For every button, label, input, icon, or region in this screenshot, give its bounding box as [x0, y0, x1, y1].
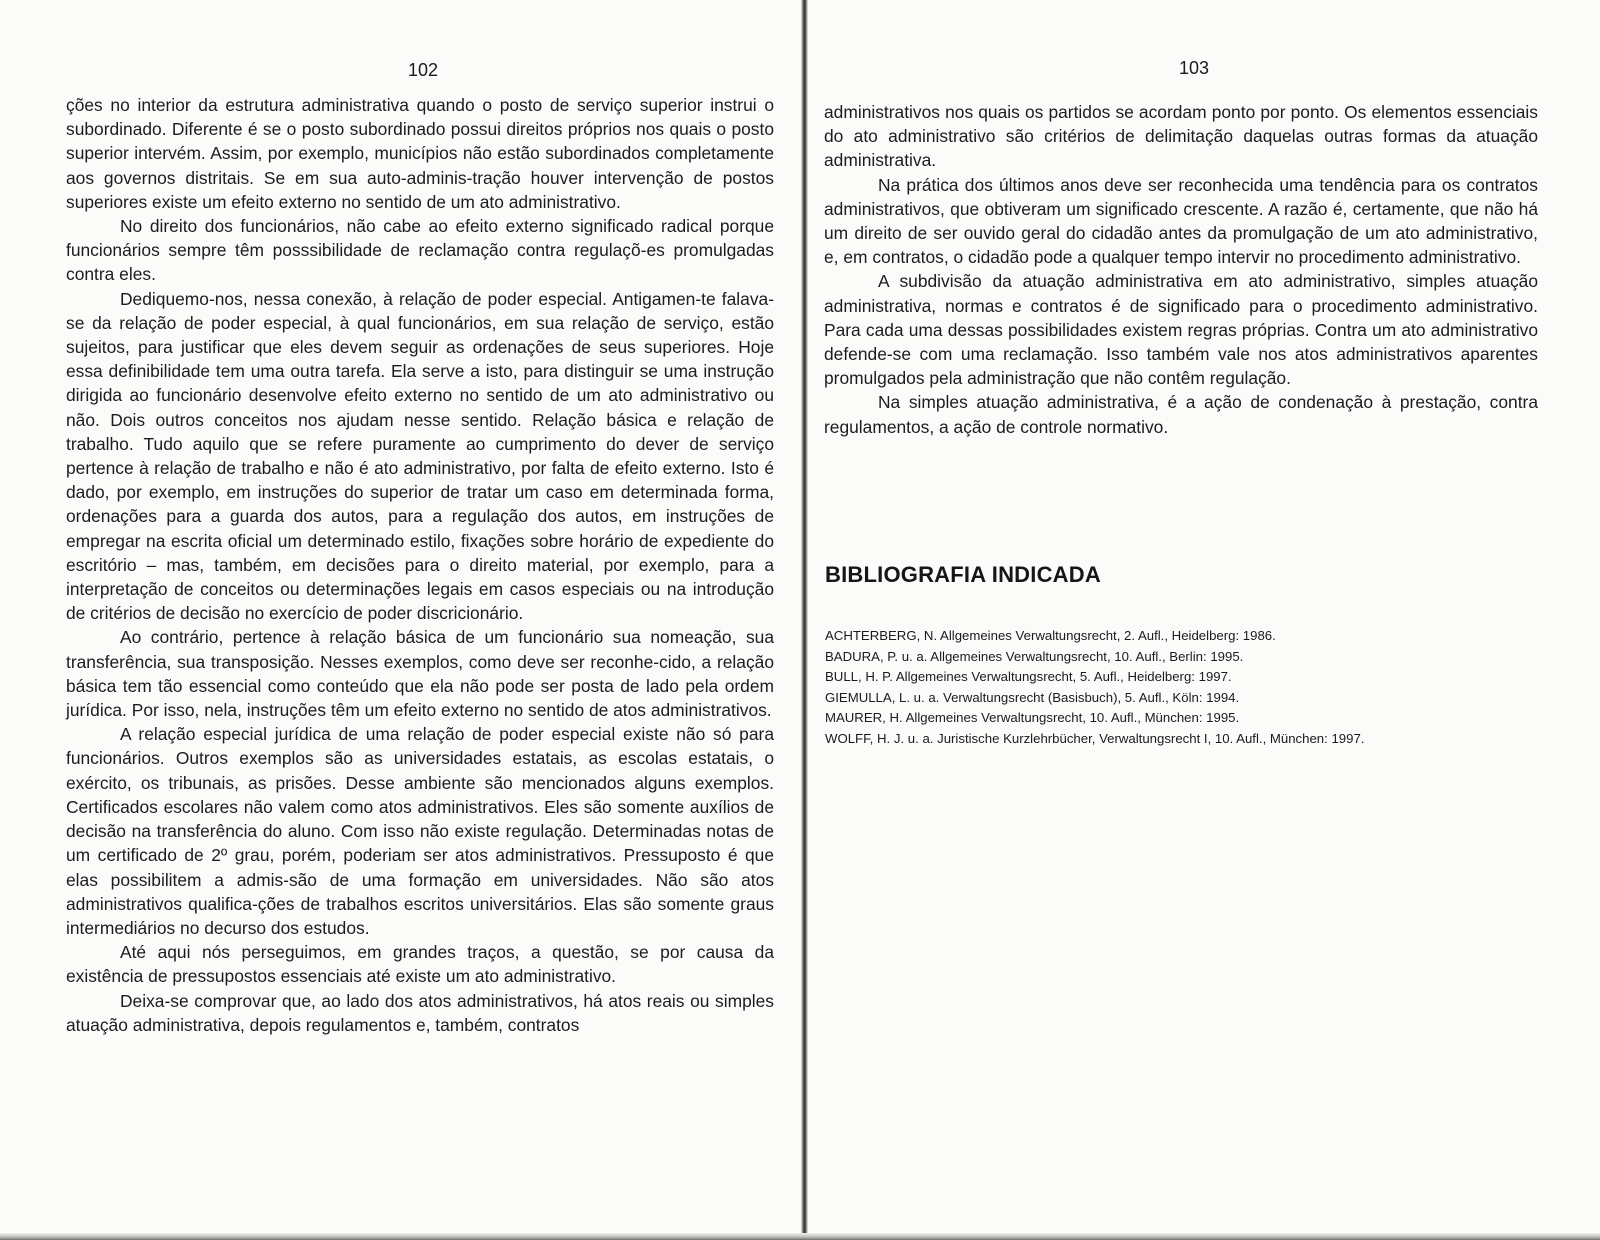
page-bottom-edge	[0, 1233, 1600, 1240]
paragraph: A relação especial jurídica de uma relação de poder especial existe não só para funcionários. Outros exemplos são as universidades estatais, as escolas estatais, o exército, os tribunais, as prisões. Desse ambiente são mencionados alguns exemplos. Certificados escolares não valem como atos administrativos. Eles são somente auxílios de decisão na transferência do aluno. Com isso não existe regulação. Determinadas notas de um certificado de 2º grau, porém, poderiam ser atos administrativos. Pressuposto é que elas possibilitem a admis-são de uma formação em universidades. Não são atos administrativos qualifica-ções de trabalhos escritos universitários. Elas são somente graus intermediários no decurso dos estudos.	[66, 724, 774, 938]
page-body	[824, 100, 1538, 439]
paragraph: Até aqui nós perseguimos, em grandes traços, a questão, se por causa da existência de pressupostos essenciais até existe um ato administrativo.	[66, 942, 774, 987]
paragraph: ções no interior da estrutura administrativa quando o posto de serviço superior instrui o subordinado. Diferente é se o posto subordinado possui direitos próprios nos quais o posto superior intervém. Assim, por exemplo, municípios não estão subordinados completamente aos governos distritais. Se em sua auto-adminis-tração houver intervenção de postos superiores existe um efeito externo no sentido de um ato administrativo.	[66, 95, 774, 212]
bibliography-entry: ACHTERBERG, N. Allgemeines Verwaltungsrecht, 2. Aufl., Heidelberg: 1986.	[825, 628, 1276, 643]
paragraph: Na prática dos últimos anos deve ser reconhecida uma tendência para os contratos administrativos, que obtiveram um significado crescente. A razão é, certamente, que não há um direito de ser ouvido geral do cidadão antes da promulgação de um ato administrativo, e, em contratos, o cidadão pode a qualquer tempo intervir no procedimento administrativo.	[824, 174, 1538, 268]
paragraph: Ao contrário, pertence à relação básica de um funcionário sua nomeação, sua transferência, sua transposição. Nesses exemplos, como deve ser reconhe-cido, a relação básica tem tão essencial como conteúdo que ela não pode ser posta de lado pela ordem jurídica. Por isso, nela, instruções têm um efeito externo no sentido de atos administrativos.	[66, 627, 774, 721]
bibliography-entry: BULL, H. P. Allgemeines Verwaltungsrecht, 5. Aufl., Heidelberg: 1997.	[825, 669, 1232, 685]
book-gutter	[801, 0, 808, 1240]
right-page	[808, 0, 1600, 1240]
page-body	[66, 93, 774, 1037]
paragraph: Dediquemo-nos, nessa conexão, à relação de poder especial. Antigamen-te falava-se da relação de poder especial, à qual funcionários, em sua relação de serviço, estão sujeitos, para justificar que eles devem seguir as ordenações de seus superiores. Hoje essa definibilidade tem uma outra tarefa. Ela serve a isto, para distinguir se uma instrução dirigida ao funcionário desenvolve efeito externo no sentido de um ato administrativo ou não. Dois outros conceitos nos ajudam nesse sentido. Relação básica e relação de trabalho. Tudo aquilo que se refere puramente ao cumprimento do dever de serviço pertence à relação de trabalho e não é ato administrativo, por falta de efeito externo. Isto é dado, por exemplo, em instruções do superior de tratar um caso em determinada forma, ordenações para a guarda dos autos, para a regulação dos autos, em instruções de empregar na escrita oficial um determinado estilo, fixações sobre horário de expediente do escritório – mas, também, em decisões para o direito material, por exemplo, para a interpretação de conceitos ou determinações legais em casos especiais ou na introdução de critérios de decisão no exercício de poder discricionário.	[66, 288, 774, 624]
bibliography-entry: MAURER, H. Allgemeines Verwaltungsrecht, 10. Aufl., München: 1995.	[825, 710, 1240, 726]
paragraph: No direito dos funcionários, não cabe ao efeito externo significado radical porque funcionários sempre têm posssibilidade de reclamação contra regulaçõ-es promulgadas contra eles.	[66, 216, 774, 285]
paragraph: Deixa-se comprovar que, ao lado dos atos administrativos, há atos reais ou simples atuação administrativa, depois regulamentos e, também, contratos	[66, 990, 774, 1035]
page-number: 103	[1178, 58, 1210, 78]
paragraph: Na simples atuação administrativa, é a ação de condenação à prestação, contra regulamentos, a ação de controle normativo.	[824, 392, 1538, 437]
paragraph: administrativos nos quais os partidos se acordam ponto por ponto. Os elementos essenciais do ato administrativo são critérios de delimitação daquelas outras formas da atuação administrativa.	[824, 102, 1538, 171]
bibliography-entry: WOLFF, H. J. u. a. Juristische Kurzlehrbücher, Verwaltungsrecht I, 10. Aufl., München: 1997.	[825, 730, 1365, 746]
paragraph: A subdivisão da atuação administrativa em ato administrativo, simples atuação administrativa, normas e contratos é de significado para o procedimento administrativo. Para cada uma dessas possibilidades existem regras próprias. Contra um ato administrativo defende-se com uma reclamação. Isso também vale nos atos administrativos aparentes promulgados pela administração que não contêm regulação.	[824, 271, 1538, 389]
page-number: 102	[407, 60, 439, 80]
bibliography-entry: GIEMULLA, L. u. a. Verwaltungsrecht (Basisbuch), 5. Aufl., Köln: 1994.	[825, 689, 1240, 705]
bibliography-entry: BADURA, P. u. a. Allgemeines Verwaltungsrecht, 10. Aufl., Berlin: 1995.	[825, 648, 1244, 664]
bibliography-heading: BIBLIOGRAFIA INDICADA	[825, 562, 1101, 587]
bibliography-list	[825, 626, 1545, 750]
